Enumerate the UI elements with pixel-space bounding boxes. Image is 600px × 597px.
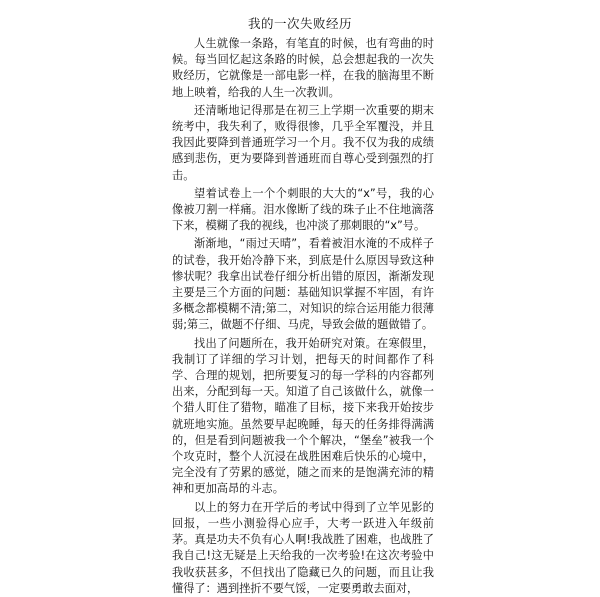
- paragraph-4: 渐渐地，“雨过天晴”，看着被泪水淹的不成样子的试卷，我开始冷静下来，到底是什么原因导致这种惨状呢？我拿出试卷仔细分析出错的原因，渐渐发现主要是三个方面的问题：基础知识掌握不牢固，有许多概念都模糊不清;第二，对知识的综合运用能力很薄弱;第三，做题不仔细、马虎，导致会做的题做错了。: [172, 237, 434, 332]
- paragraph-2: 还清晰地记得那是在初三上学期一次重要的期末统考中，我失利了，败得很惨，几乎全军覆没，并且我因此要降到普通班学习一个月。我不仅为我的成绩感到悲伤，更为要降到普通班而自尊心受到强烈的打击。: [172, 103, 434, 182]
- paragraph-1: 人生就像一条路，有笔直的时候，也有弯曲的时候。每当回忆起这条路的时候，总会想起我的一次失败经历，它就像是一部电影一样，在我的脑海里不断地上映着，给我的人生一次教训。: [172, 37, 434, 99]
- paragraph-3: 望着试卷上一个个刺眼的大大的“x”号，我的心像被刀割一样痛。泪水像断了线的珠子止不住地滴落下来，模糊了我的视线，也冲淡了那刺眼的“x”号。: [172, 186, 434, 233]
- page-title: 我的一次失败经历: [247, 16, 352, 31]
- paragraph-5: 找出了问题所在，我开始研究对策。在寒假里，我制订了详细的学习计划，把每天的时间都作了科学、合理的规划，把所要复习的每一学科的内容都列出来，分配到每一天。知道了自己该做什么，就像一个猎人盯住了猎物，瞄准了目标，接下来我开始按步就班地实施。虽然要早起晚睡，每天的任务排得满满的，但是看到问题被我一个个解决，“堡垒”被我一个个攻克时，整个人沉浸在战胜困难后快乐的心境中，完全没有了劳累的感觉，随之而来的是饱满充沛的精神和更加高昂的斗志。: [172, 336, 434, 496]
- paragraph-6: 以上的努力在开学后的考试中得到了立竿见影的回报，一些小测验得心应手，大考一跃进入年级前茅。真是功夫不负有心人啊!我战胜了困难，也战胜了我自己!这无疑是上天给我的一次考验!在这次考验中我收获甚多，不但找出了隐藏已久的问题，而且让我懂得了：遇到挫折不要气馁，一定要勇敢去面对，: [172, 500, 434, 595]
- essay-body: [172, 36, 434, 595]
